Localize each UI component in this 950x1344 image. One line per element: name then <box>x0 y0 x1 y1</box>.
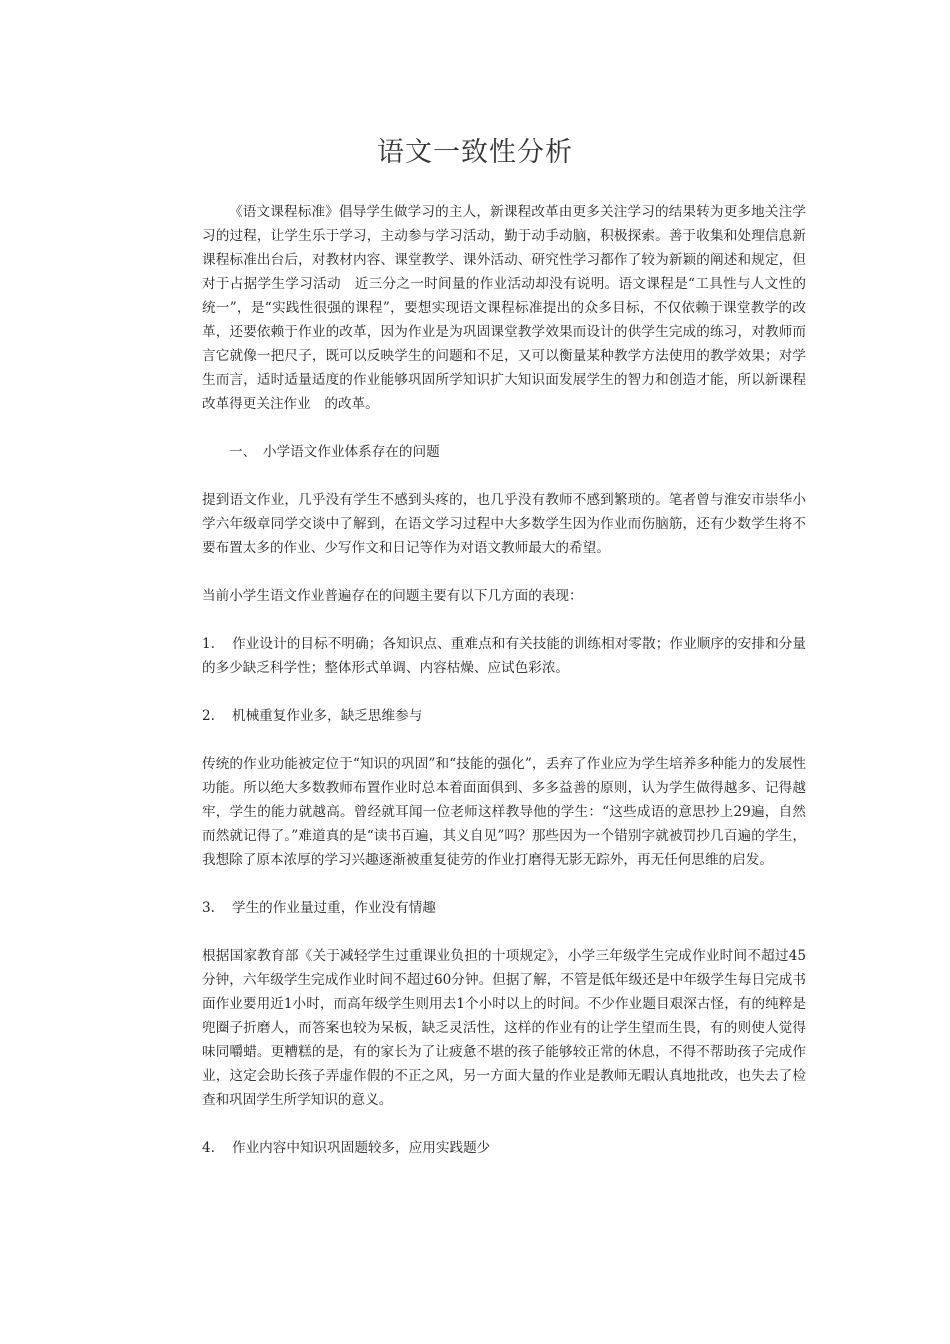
paragraph-problems-intro: 当前小学生语文作业普遍存在的问题主要有以下几方面的表现： <box>202 588 583 604</box>
list-item-2 <box>202 704 806 728</box>
paragraph-mechanical-repetition: 传统的作业功能被定位于“知识的巩固”和“技能的强化”，丢弃了作业应为学生培养多种能力的发展性功能。所以绝大多数教师布置作业时总本着面面俱到、多多益善的原则，认为学生做得越多、记得越牢，学生的能力就越高。曾经就耳闻一位老师这样教导他的学生：“这些成语的意思抄上29遍，自然而然就记得了。”难道真的是“读书百遍，其义自见”吗？那些因为一个错别字就被罚抄几百遍的学生，我想除了原本浓厚的学习兴趣逐渐被重复徒劳的作业打磨得无影无踪外，再无任何思维的启发。 <box>202 756 806 868</box>
list-item-2-text: 机械重复作业多，缺乏思维参与 <box>232 708 423 724</box>
intro-paragraph: 《语文课程标准》倡导学生做学习的主人，新课程改革由更多关注学习的结果转为更多地关注学习的过程，让学生乐于学习，主动参与学习活动，勤于动手动脑，积极探索。善于收集和处理信息新课程标准出台后，对教材内容、课堂教学、课外活动、研究性学习都作了较为新颖的阐述和规定，但对于占据学生学习活动 近三分之一时间量的作业活动却没有说明。语文课程是“工具性与人文性的统一”，是“实践性很强的课程”，要想实现语文课程标准提出的众多目标，不仅依赖于课堂教学的改革，还要依赖于作业的改革，因为作业是为巩固课堂教学效果而设计的供学生完成的练习，对教师而言它就像一把尺子，既可以反映学生的问题和不足，又可以衡量某种教学方法使用的教学效果；对学生而言，适时适量适度的作业能够巩固所学知识扩大知识面发展学生的智力和创造才能，所以新课程改革得更关注作业 的改革。 <box>202 204 806 412</box>
list-item-3-number: 3. <box>202 900 215 916</box>
section-heading-1: 一、 小学语文作业体系存在的问题 <box>229 444 440 460</box>
list-item-4-text: 作业内容中知识巩固题较多，应用实践题少 <box>232 1140 491 1156</box>
list-item-4-number: 4. <box>202 1140 215 1156</box>
document-body <box>202 200 806 1160</box>
list-item-1-text: 作业设计的目标不明确；各知识点、重难点和有关技能的训练相对零散；作业顺序的安排和分量的多少缺乏科学性；整体形式单调、内容枯燥、应试色彩浓。 <box>202 636 806 676</box>
paragraph-homework-burden: 提到语文作业，几乎没有学生不感到头疼的，也几乎没有教师不感到繁琐的。笔者曾与淮安市崇华小学六年级章同学交谈中了解到，在语文学习过程中大多数学生因为作业而伤脑筋，还有少数学生将不要布置太多的作业、少写作文和日记等作为对语文教师最大的希望。 <box>202 492 806 556</box>
list-item-3 <box>202 896 806 920</box>
list-item-2-number: 2. <box>202 708 215 724</box>
document-title: 语文一致性分析 <box>377 137 573 168</box>
list-item-1-number: 1. <box>202 636 215 652</box>
list-item-3-text: 学生的作业量过重，作业没有情趣 <box>232 900 436 916</box>
list-item-4 <box>202 1136 806 1160</box>
paragraph-workload: 根据国家教育部《关于减轻学生过重课业负担的十项规定》，小学三年级学生完成作业时间不超过45分钟，六年级学生完成作业时间不超过60分钟。但据了解，不管是低年级还是中年级学生每日完成书面作业要用近1小时，而高年级学生则用去1个小时以上的时间。不少作业题目艰深古怪，有的纯粹是兜圈子折磨人，而答案也较为呆板，缺乏灵活性，这样的作业有的让学生望而生畏，有的则使人觉得味同嚼蜡。更糟糕的是，有的家长为了让疲惫不堪的孩子能够较正常的休息，不得不帮助孩子完成作业，这定会助长孩子弄虚作假的不正之风，另一方面大量的作业是教师无暇认真地批改，也失去了检查和巩固学生所学知识的意义。 <box>202 948 806 1108</box>
list-item-1 <box>202 632 806 680</box>
